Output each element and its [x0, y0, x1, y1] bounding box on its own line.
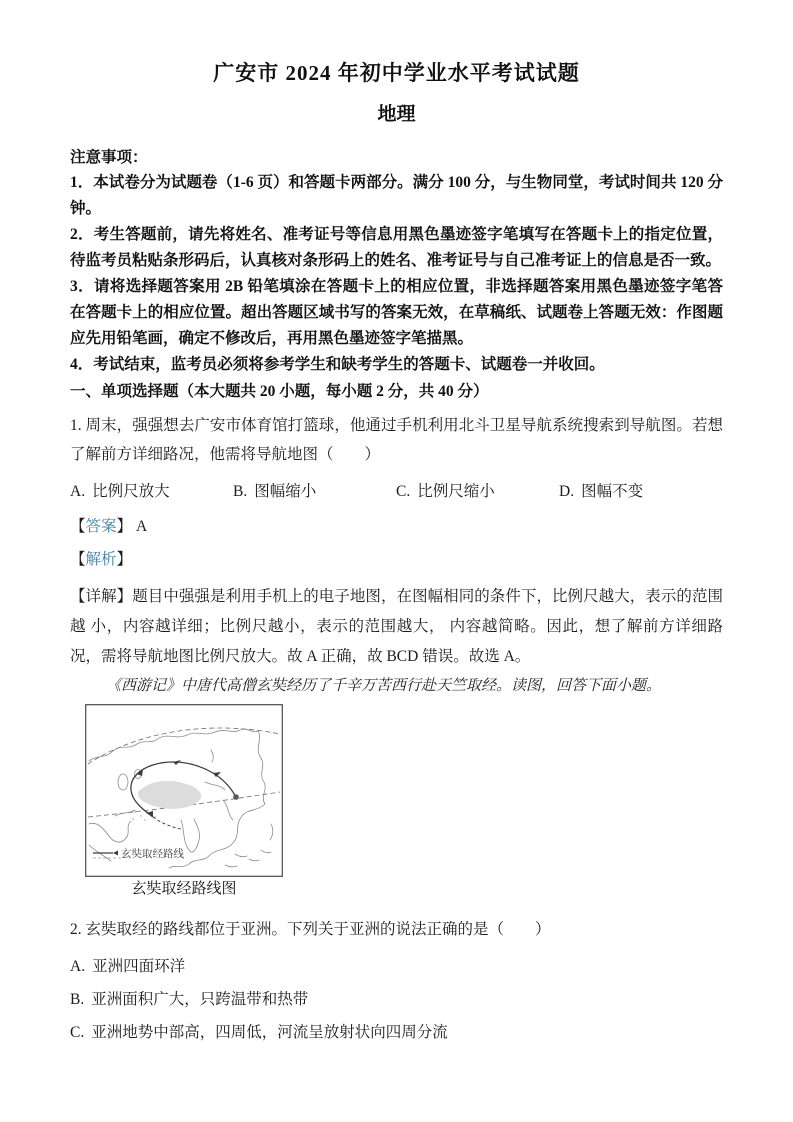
xuanzang-route-map-block: [85, 704, 283, 899]
option-c-label: C.: [396, 483, 411, 500]
question-2-option-b: [70, 989, 723, 1011]
map-caption: 玄奘取经路线图: [131, 881, 237, 897]
option-c-text: 比例尺缩小: [417, 483, 495, 500]
q2-option-c-label: C.: [70, 1024, 85, 1041]
answer-line: [70, 516, 723, 538]
xuanzang-route-map: [85, 704, 283, 877]
question-2-option-c: [70, 1022, 723, 1044]
legend-label: 玄奘取经路线: [121, 849, 184, 860]
q2-option-b-label: B.: [70, 991, 85, 1008]
q2-option-c-text: 亚洲地势中部高，四周低，河流呈放射状向四周分流: [91, 1024, 448, 1041]
analysis-bracket-close: 】: [116, 551, 133, 568]
section-heading: 一、单项选择题（本大题共 20 小题，每小题 2 分，共 40 分）: [70, 383, 489, 400]
page-title: 广安市 2024 年初中学业水平考试试题: [213, 61, 580, 85]
answer-value: A: [136, 518, 148, 535]
answer-bracket-open: 【: [70, 518, 86, 535]
q2-option-b-text: 亚洲面积广大，只跨温带和热带: [91, 991, 309, 1008]
option-b-label: B.: [233, 483, 248, 500]
notice-item-2: 2．考生答题前，请先将姓名、准考证号等信息用黑色墨迹签字笔填写在答题卡上的指定位置，待监考员粘贴条形码后，认真核对条形码上的姓名、准考证号与自己准考证上的信息是否一致。: [70, 226, 723, 269]
option-a: [70, 481, 233, 503]
option-b-text: 图幅缩小: [254, 483, 317, 500]
q2-option-a-text: 亚洲四面环洋: [92, 958, 186, 975]
question-1-explanation: 【详解】题目中强强是利用手机上的电子地图，在图幅相同的条件下，比例尺越大，表示的范围越 小，内容越详细；比例尺越小，表示的范围越大， 内容越简略。因此，想了解前方详细路况，需将导航地图比例尺放大。故 A 正确，故 BCD 错误。故选 A。: [70, 588, 723, 665]
analysis-bracket-open: 【: [70, 551, 86, 568]
answer-bracket-close: 】: [116, 518, 133, 535]
option-d-label: D.: [559, 483, 575, 500]
option-d-text: 图幅不变: [581, 483, 644, 500]
notice-item-3: 3．请将选择题答案用 2B 铅笔填涂在答题卡上的相应位置，非选择题答案用黑色墨迹签字笔答在答题卡上的相应位置。超出答题区域书写的答案无效，在草稿纸、试题卷上答题无效：作图题应先用铅笔画，确定不修改后，再用黑色墨迹签字笔描黑。: [70, 278, 723, 347]
passage-intro: 《西游记》中唐代高僧玄奘经历了千辛万苦西行赴天竺取经。读图，回答下面小题。: [106, 676, 662, 694]
question-2-stem: 2. 玄奘取经的路线都位于亚洲。下列关于亚洲的说法正确的是（ ）: [70, 921, 551, 938]
notice-item-1: 1．本试卷分为试题卷（1-6 页）和答题卡两部分。满分 100 分，与生物同堂，考试时间共 120 分钟。: [70, 174, 723, 217]
notice-heading: 注意事项：: [70, 149, 148, 166]
question-1-options: [70, 481, 723, 503]
option-a-label: A.: [70, 483, 86, 500]
question-2-option-a: [70, 956, 723, 978]
question-1-stem: 1. 周末，强强想去广安市体育馆打篮球，他通过手机利用北斗卫星导航系统搜索到导航图。若想了解前方详细路况，他需将导航地图（ ）: [70, 417, 723, 463]
answer-label: 答案: [85, 518, 117, 535]
route-start-point: [233, 794, 239, 800]
question-2-block: [70, 915, 723, 1044]
analysis-line: [70, 549, 723, 571]
subject-title: 地理: [377, 104, 416, 125]
option-b: [233, 481, 396, 503]
option-d: [559, 481, 643, 503]
notice-item-4: 4．考试结束，监考员必须将参考学生和缺考学生的答题卡、试题卷一并收回。: [70, 356, 605, 373]
option-a-text: 比例尺放大: [92, 483, 170, 500]
analysis-label: 解析: [85, 551, 117, 568]
option-c: [396, 481, 559, 503]
q2-option-a-label: A.: [70, 958, 86, 975]
